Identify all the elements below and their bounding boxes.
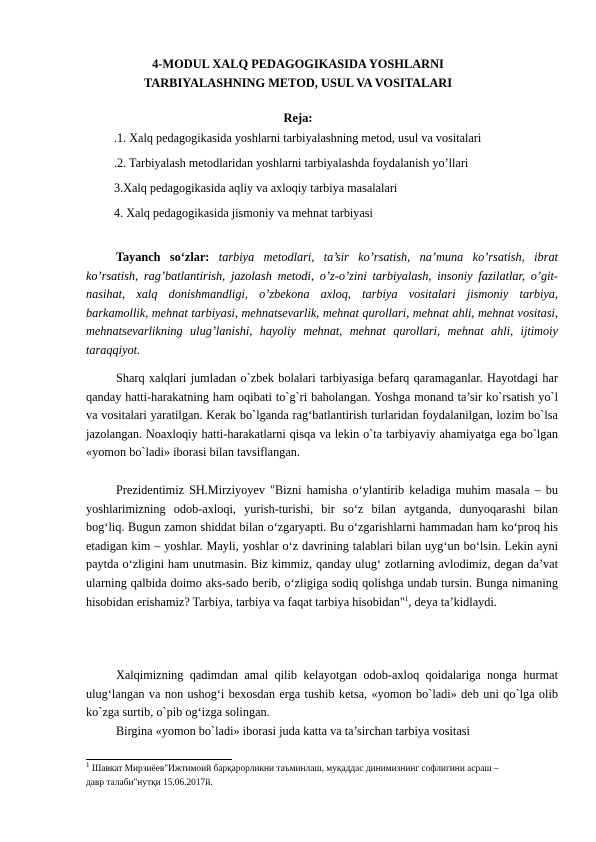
footnote — [86, 760, 516, 790]
footnote-separator — [86, 759, 232, 760]
plan-item-1: .1. Xalq pedagogikasida yoshlarni tarbiyalashning metod, usul va vositalari — [114, 131, 482, 145]
plan-heading: Reja: — [283, 111, 313, 125]
quote-tail: , deya ta’kidlaydi. — [408, 594, 497, 609]
plan-item-4: 4. Xalq pedagogikasida jismoniy va mehnat tarbiyasi — [114, 206, 373, 220]
module-title-line-1: 4-MODUL XALQ PEDAGOGIKASIDA YOSHLARNI — [152, 57, 444, 71]
footnote-ref: 1 — [404, 594, 409, 603]
footnote-text: Шавкат Мирзиёев"Ижтимоий барқарорликни таъминлаш, муқаддас динимизнинг софлигини асраш – давр талаби"нутқи 15.06.2017й. — [86, 764, 499, 788]
quote-text: Prezidentimiz SH.Mirziyoyev "Bizni hamisha o‘ylantirib keladiga muhim masala – bu yoshlarimizning odob-axloqi, yurish-turishi, bir so‘z bilan aytganda, dunyoqarashi bilan bog‘liq. Bugun zamon shiddat bilan o‘zgaryapti. Bu o‘zgarishlarni hammadan ham ko‘proq his etadigan kim – yoshlar. Mayli, yoshlar o‘z davrining talablari bilan uyg‘un bo‘lsin. Lekin ayni paytda o‘zligini ham unutmasin. Biz kimmiz, qanday ulug‘ zotlarning avlodimiz, degan da’vat ularning qalbida doimo aks-sado berib, o‘zligiga sodiq qolishga undab tursin. Bunga nimaning hisobidan erishamiz? Tarbiya, tarbiya va faqat tarbiya hisobidan" — [86, 483, 558, 609]
body-paragraph-3: Xalqimizning qadimdan amal qilib kelayotgan odob-axloq qoidalariga nonga hurmat ulug‘langan va non ushog‘i bexosdan erga tushib ketsa, «yomon bo`ladi» deb uni qo`lga olib ko`zga surtib, o`pib og‘izga solingan. — [86, 668, 558, 720]
body-paragraph-1: Sharq xalqlari jumladan o`zbek bolalari tarbiyasiga befarq qaramaganlar. Hayotdagi har qanday hatti-harakatning ham oqibati to`g`ri baholangan. Yoshga monand ta’sir ko`rsatish yo`l va vositalari yaratilgan. Kerak bo`lganda rag‘batlantirish turlaridan foydalanilgan, lozim bo`lsa jazolangan. Noaxloqiy hatti-harakatlarni qisqa va lekin o`ta tarbiyaviy ahamiyatga ega bo`lgan «yomon bo`ladi» iborasi bilan tavsiflangan. — [86, 371, 558, 460]
plan-item-2: .2. Tarbiyalash metodlaridan yoshlarni tarbiyalashda foydalanish yo’llari — [114, 156, 469, 170]
keywords-label: Tayanch so‘zlar: — [116, 250, 210, 264]
plan-item-3: 3.Xalq pedagogikasida aqliy va axloqiy tarbiya masalalari — [114, 181, 398, 195]
keywords-paragraph — [86, 248, 558, 360]
footnote-marker: 1 — [86, 760, 90, 769]
module-title-line-2: TARBIYALASHNING METOD, USUL VA VOSITALARI — [143, 76, 453, 90]
body-paragraph-4: Birgina «yomon bo`ladi» iborasi juda katta va ta’sirchan tarbiya vositasi — [116, 724, 470, 738]
body-paragraph-2 — [86, 481, 558, 611]
keywords-list: tarbiya metodlari, ta’sir ko’rsatish, na’muna ko’rsatish, ibrat ko’rsatish, rag’batlantirish, jazolash metodi, o’z-o’zini tarbiyalash, insoniy fazilatlar, o’git-nasihat, xalq donishmandligi, o’zbekona axloq, tarbiya vositalari jismoniy tarbiya, barkamollik, mehnat tarbiyasi, mehnatsevarlik, mehnat qurollari, mehnat ahli, mehnat vositasi, mehnatsevarlikning ulug’lanishi, hayoliy mehnat, mehnat qurollari, mehnat ahli, ijtimoiy taraqqiyot. — [86, 250, 558, 357]
